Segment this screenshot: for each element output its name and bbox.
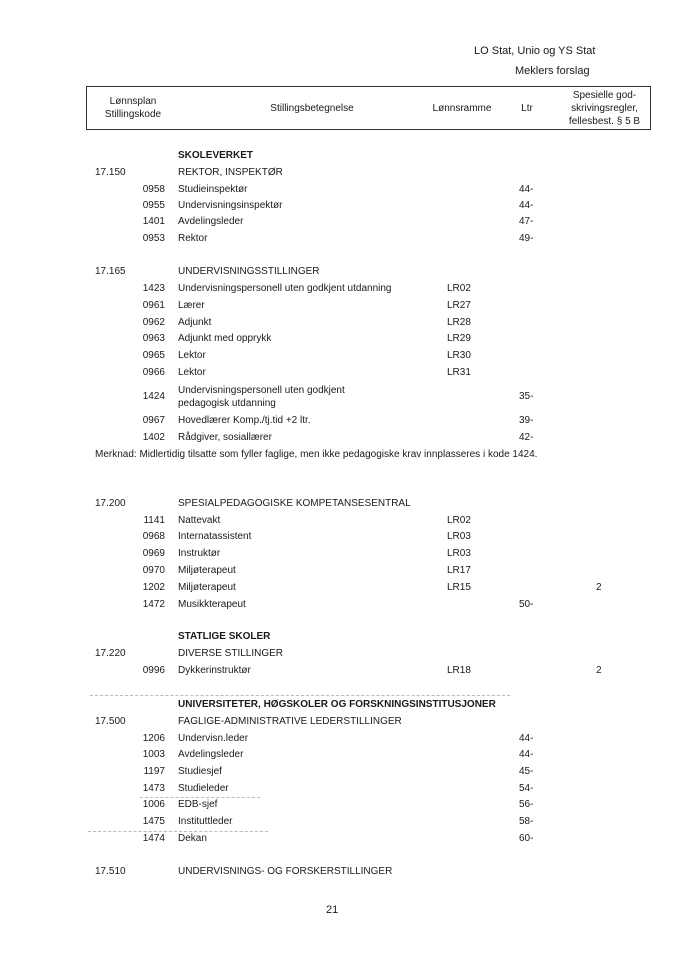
ltr-value: 44- (519, 749, 534, 760)
position-name: Instruktør (178, 548, 221, 559)
group-title: DIVERSE STILLINGER (178, 648, 284, 659)
position-code: 1141 (143, 515, 165, 526)
table-row (0, 231, 681, 247)
plan-code: 17.220 (95, 648, 126, 659)
position-code: 1474 (142, 833, 165, 844)
ltr-value: 39- (519, 415, 534, 426)
position-code: 0961 (142, 300, 165, 311)
position-name: Rådgiver, sosiallærer (178, 432, 272, 443)
ltr-value: 44- (519, 733, 534, 744)
group-title: UNDERVISNINGSSTILLINGER (178, 266, 320, 277)
position-name: Dykkerinstruktør (178, 665, 251, 676)
section-title-row (0, 629, 681, 645)
position-code: 0963 (142, 333, 165, 344)
lr-value: LR18 (447, 665, 471, 676)
ltr-value: 56- (519, 799, 534, 810)
table-row (0, 430, 681, 446)
position-name: Internatassistent (178, 531, 252, 542)
ltr-value: 42- (519, 432, 534, 443)
table-row (0, 731, 681, 747)
position-code: 1473 (142, 783, 165, 794)
lr-value: LR03 (447, 531, 471, 542)
position-code: 0967 (142, 415, 165, 426)
position-code: 1006 (142, 799, 165, 810)
group-row (0, 864, 681, 880)
ltr-value: 35- (519, 391, 534, 402)
ltr-value: 50- (519, 599, 534, 610)
plan-code: 17.165 (95, 266, 126, 277)
table-row (0, 365, 681, 381)
ltr-value: 54- (519, 783, 534, 794)
group-title: REKTOR, INSPEKTØR (178, 167, 283, 178)
table-row (0, 331, 681, 347)
position-code: 0955 (142, 200, 165, 211)
position-code: 1401 (142, 216, 165, 227)
position-name: Rektor (178, 233, 208, 244)
position-name: Hovedlærer Komp./tj.tid +2 ltr. (178, 415, 311, 426)
position-name: Studiesjef (178, 766, 222, 777)
table-row (0, 563, 681, 579)
position-name: Dekan (178, 833, 207, 844)
ltr-value: 58- (519, 816, 534, 827)
table-row (0, 413, 681, 429)
col-lonnsramme-header: Lønnsramme (432, 103, 492, 114)
position-name: Instituttleder (178, 816, 233, 827)
position-name: Studieinspektør (178, 184, 248, 195)
position-code: 0958 (142, 184, 165, 195)
col-spesielle-line1: Spesielle god- (572, 90, 637, 101)
col-lonnsplan-header (93, 95, 173, 121)
table-row (0, 546, 681, 562)
plan-code: 17.500 (95, 716, 126, 727)
header-subtitle: Meklers forslag (515, 65, 590, 77)
lr-value: LR02 (447, 283, 471, 294)
table-row (0, 764, 681, 780)
position-name: Miljøterapeut (178, 582, 236, 593)
position-name: Miljøterapeut (178, 565, 236, 576)
col-spesielle-line3: fellesbest. § 5 B (568, 116, 641, 127)
position-code: 0966 (142, 367, 165, 378)
lr-value: LR17 (447, 565, 471, 576)
position-code: 0996 (142, 665, 165, 676)
table-row (0, 198, 681, 214)
section-title-row (0, 148, 681, 164)
table-row (0, 797, 681, 813)
table-row (0, 597, 681, 613)
position-name: Undervisningspersonell uten godkjent utdanning (178, 283, 392, 294)
ltr-value: 45- (519, 766, 534, 777)
position-code: 1402 (142, 432, 165, 443)
position-code: 0953 (142, 233, 165, 244)
group-row (0, 714, 681, 730)
ltr-value: 60- (519, 833, 534, 844)
position-name-line1: Undervisningspersonell uten godkjent (178, 385, 345, 396)
col-stillingskode-label: Stillingskode (104, 109, 162, 120)
position-name: Studieleder (178, 783, 229, 794)
position-code: 1475 (142, 816, 165, 827)
group-title: SPESIALPEDAGOGISKE KOMPETANSESENTRAL (178, 498, 411, 509)
lr-value: LR27 (447, 300, 471, 311)
group-row (0, 646, 681, 662)
position-name: Lærer (178, 300, 205, 311)
table-row (0, 298, 681, 314)
table-row (0, 529, 681, 545)
col-ltr-header: Ltr (521, 103, 533, 114)
plan-code: 17.200 (95, 498, 126, 509)
lr-value: LR02 (447, 515, 471, 526)
lr-value: LR29 (447, 333, 471, 344)
divider (90, 695, 510, 696)
position-code: 0969 (142, 548, 165, 559)
lr-value: LR31 (447, 367, 471, 378)
table-row (0, 315, 681, 331)
position-name: Undervisn.leder (178, 733, 249, 744)
position-code: 1423 (142, 283, 165, 294)
col-lonnsplan-label: Lønnsplan (109, 96, 157, 107)
position-name: Lektor (178, 350, 206, 361)
col-spesielle-header (557, 89, 652, 128)
position-name: Musikkterapeut (178, 599, 246, 610)
position-code: 1472 (142, 599, 165, 610)
section-title: SKOLEVERKET (178, 150, 254, 161)
ltr-value: 44- (519, 184, 534, 195)
group-title: UNDERVISNINGS- OG FORSKERSTILLINGER (178, 866, 393, 877)
note-text: Merknad: Midlertidig tilsatte som fyller faglige, men ikke pedagogiske krav innplasseres i kode 1424. (95, 449, 538, 460)
position-name: Lektor (178, 367, 206, 378)
position-code: 1197 (143, 766, 165, 777)
table-row (0, 214, 681, 230)
position-code: 0968 (142, 531, 165, 542)
group-row (0, 165, 681, 181)
table-row (0, 831, 681, 847)
position-code: 0965 (142, 350, 165, 361)
table-row (0, 747, 681, 763)
spec-value: 2 (596, 582, 602, 593)
table-row (0, 513, 681, 529)
ltr-value: 44- (519, 200, 534, 211)
table-header (86, 86, 651, 130)
position-name: Nattevakt (178, 515, 221, 526)
section-title: STATLIGE SKOLER (178, 631, 271, 642)
lr-value: LR15 (447, 582, 471, 593)
lr-value: LR28 (447, 317, 471, 328)
position-code: 1424 (142, 391, 165, 402)
position-name: Avdelingsleder (178, 216, 244, 227)
position-name: Undervisningsinspektør (178, 200, 283, 211)
table-row (0, 663, 681, 679)
group-title: FAGLIGE-ADMINISTRATIVE LEDERSTILLINGER (178, 716, 402, 727)
ltr-value: 49- (519, 233, 534, 244)
col-stillingsbetegnelse-header: Stillingsbetegnelse (270, 103, 354, 114)
position-code: 0970 (142, 565, 165, 576)
section-title-row (0, 697, 681, 713)
plan-code: 17.150 (95, 167, 126, 178)
ltr-value: 47- (519, 216, 534, 227)
table-row (0, 814, 681, 830)
position-name: Avdelingsleder (178, 749, 244, 760)
plan-code: 17.510 (95, 866, 126, 877)
spec-value: 2 (596, 665, 602, 676)
position-name-multiline (178, 384, 345, 410)
lr-value: LR03 (447, 548, 471, 559)
table-row (0, 348, 681, 364)
table-row (0, 281, 681, 297)
group-row (0, 496, 681, 512)
position-name-line2: pedagogisk utdanning (178, 398, 276, 409)
header-title: LO Stat, Unio og YS Stat (474, 45, 596, 57)
section-title: UNIVERSITETER, HØGSKOLER OG FORSKNINGSINSTITUSJONER (178, 699, 496, 710)
position-code: 1206 (142, 733, 165, 744)
col-spesielle-line2: skrivingsregler, (571, 103, 638, 114)
position-name: EDB-sjef (178, 799, 218, 810)
group-row (0, 264, 681, 280)
position-name: Adjunkt (178, 317, 212, 328)
position-code: 1003 (142, 749, 165, 760)
table-row (0, 182, 681, 198)
position-name: Adjunkt med opprykk (178, 333, 272, 344)
table-row (0, 580, 681, 596)
position-code: 0962 (142, 317, 165, 328)
table-row (0, 781, 681, 797)
lr-value: LR30 (447, 350, 471, 361)
position-code: 1202 (142, 582, 165, 593)
page-number: 21 (326, 904, 339, 916)
